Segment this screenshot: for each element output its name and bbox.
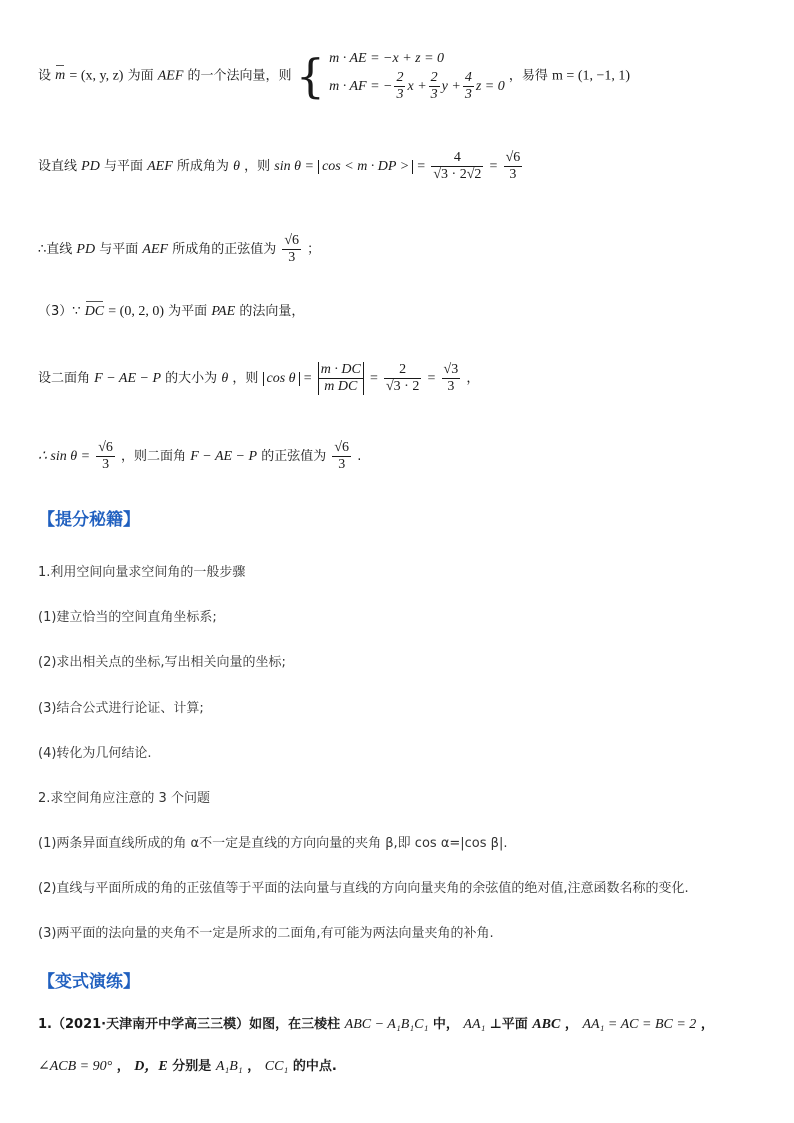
variant-header: 【变式演练】 [38, 972, 140, 992]
fraction [332, 440, 351, 473]
den: 3 [288, 250, 296, 266]
num: 2 [429, 70, 440, 87]
eq2-part: m · AF = − [329, 79, 393, 95]
equals: = [369, 371, 378, 387]
abs-cos: cos < m · DP > [318, 160, 413, 174]
plane-label: AEF [142, 242, 169, 258]
dihedral-line [38, 362, 479, 395]
text: ， [466, 371, 480, 387]
equals: = [417, 159, 426, 175]
text: 为平面 [168, 304, 208, 319]
text: ， [564, 1017, 578, 1032]
fraction [463, 70, 474, 103]
edge-lengths: AA₁ = AC = BC = 2 [582, 1017, 697, 1032]
abs-cos-theta: cos θ [263, 372, 300, 386]
equals: = [303, 371, 312, 387]
text: 所成角为 [176, 159, 229, 175]
text: 设 [38, 68, 52, 84]
text: 中， [432, 1017, 459, 1032]
num: 4 [463, 70, 474, 87]
den: 3 [396, 87, 404, 103]
text: ，则二面角 [121, 449, 187, 465]
den: 3 [447, 379, 455, 395]
tip-note-3: (3)两平面的法向量的夹角不一定是所求的二面角,有可能为两法向量夹角的补角. [38, 926, 494, 941]
part3-line [38, 305, 304, 319]
text: ， [247, 1059, 261, 1074]
text: ，则 [244, 159, 271, 175]
pd-angle-line [38, 150, 524, 183]
text: . [357, 449, 362, 465]
equals: = [427, 371, 436, 387]
num: 2 [384, 362, 421, 379]
den: 3 [430, 87, 438, 103]
sin-theta: ∴ sin θ = [38, 449, 91, 465]
den: 3 [509, 167, 517, 183]
left-brace: { [295, 48, 325, 103]
variant-line-1 [38, 1018, 714, 1032]
tip-note-2: (2)直线与平面所成的角的正弦值等于平面的法向量与直线的方向向量夹角的余弦值的绝对值,注意函数名称的变化. [38, 881, 689, 896]
theta: θ [221, 371, 229, 387]
dihedral-name: F − AE − P [94, 371, 162, 387]
prism: ABC − A₁B₁C₁ [344, 1017, 429, 1032]
text: 所成角的正弦值为 [172, 242, 277, 258]
dihedral-name: F − AE − P [190, 449, 258, 465]
num: 2 [394, 70, 405, 87]
num: √6 [332, 440, 351, 457]
angle: ∠ACB = 90° [38, 1059, 113, 1074]
text: ； [307, 242, 321, 258]
text: 分别是 [172, 1059, 212, 1074]
tip-step-3: (3)结合公式进行论证、计算; [38, 701, 204, 716]
tip-note-1: (1)两条异面直线所成的角 α不一定是直线的方向向量的夹角 β,即 cos α=|cos β|. [38, 836, 508, 851]
text: 的大小为 [165, 371, 218, 387]
segment-cc1: CC₁ [264, 1059, 289, 1074]
vector-dc: DC [84, 304, 105, 319]
fraction [429, 70, 440, 103]
normal-result: m = (1, −1, 1) [552, 68, 631, 84]
text: （3）∵ [38, 304, 81, 319]
text: 设二面角 [38, 371, 91, 387]
plane-label: AEF [157, 68, 184, 84]
eq2-part: z = 0 [475, 79, 505, 95]
sin-theta: sin θ = [274, 159, 314, 175]
theta: θ [233, 159, 240, 175]
math: = (x, y, z) [69, 68, 124, 84]
plane-label: PAE [211, 304, 236, 319]
text: 设直线 [38, 159, 78, 175]
tip-step-2: (2)求出相关点的坐标,写出相关向量的坐标; [38, 655, 286, 670]
num: m · DC [318, 362, 364, 379]
pd-conclusion [38, 233, 320, 266]
num: 4 [431, 150, 483, 167]
fraction [318, 362, 364, 395]
tip-title-1: 1.利用空间向量求空间角的一般步骤 [38, 565, 246, 580]
den: √3 · 2√2 [433, 167, 482, 183]
text: ， [700, 1017, 714, 1032]
final-line [38, 440, 361, 473]
plane-abc: ABC [532, 1017, 561, 1032]
fraction [384, 362, 421, 395]
tip-step-4: (4)转化为几何结论. [38, 746, 152, 761]
segment-a1b1: A₁B₁ [215, 1059, 243, 1074]
fraction [282, 233, 301, 266]
text: 的正弦值为 [261, 449, 327, 465]
text: 的法向量， [239, 304, 305, 319]
edge-aa1: AA₁ [463, 1017, 486, 1032]
variant-line-2 [38, 1060, 337, 1074]
vector-m: m [55, 68, 66, 84]
eq2-part: x + [407, 79, 427, 95]
num: √3 [442, 362, 461, 379]
fraction [431, 150, 483, 183]
tip-title-2: 2.求空间角应注意的 3 个问题 [38, 791, 210, 806]
tip-step-1: (1)建立恰当的空间直角坐标系; [38, 610, 217, 625]
text: ⊥平面 [489, 1017, 528, 1032]
den: m DC [318, 379, 364, 395]
text: 的中点. [292, 1059, 337, 1074]
line-pd: PD [76, 242, 96, 258]
math: = (0, 2, 0) [108, 304, 165, 319]
equals: = [489, 159, 498, 175]
den: √3 · 2 [385, 379, 420, 395]
fraction [394, 70, 405, 103]
num: √6 [96, 440, 115, 457]
den: 3 [338, 457, 346, 473]
den: 3 [102, 457, 110, 473]
equation-2 [329, 70, 505, 103]
tips-header: 【提分秘籍】 [38, 510, 140, 530]
text: ∴直线 [38, 242, 73, 258]
num: √6 [504, 150, 523, 167]
text: 为面 [127, 68, 154, 84]
plane-label: AEF [147, 159, 173, 175]
text: 的一个法向量，则 [187, 68, 292, 84]
fraction [96, 440, 115, 473]
text: ，则 [232, 371, 259, 387]
den: 3 [464, 87, 472, 103]
text: ，易得 [508, 68, 548, 84]
line-pd: PD [81, 159, 100, 175]
text: 1.（2021·天津南开中学高三三模）如图，在三棱柱 [38, 1017, 341, 1032]
equation-system [329, 48, 505, 104]
equation-1: m · AE = −x + z = 0 [329, 51, 445, 66]
points-de: D，E [134, 1059, 168, 1074]
fraction [442, 362, 461, 395]
text: 与平面 [103, 159, 143, 175]
text: ， [116, 1059, 130, 1074]
text: 与平面 [99, 242, 139, 258]
eq2-part: y + [441, 79, 461, 95]
fraction [504, 150, 523, 183]
num: √6 [282, 233, 301, 250]
normal-vector-line [38, 48, 630, 104]
